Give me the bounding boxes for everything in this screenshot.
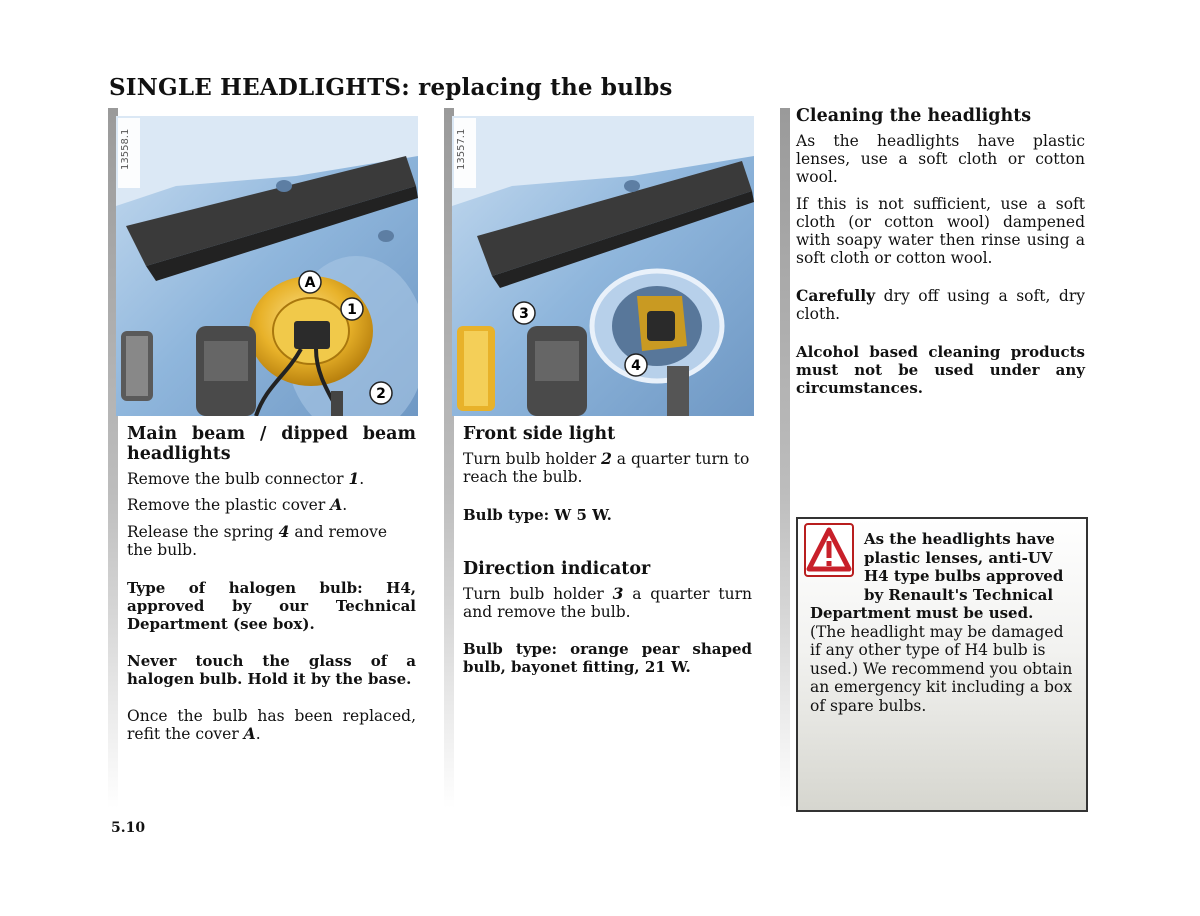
callout-1 (341, 298, 363, 320)
figure-side-light-indicator (452, 116, 754, 416)
text-turn-holder-2: Turn bulb holder 2 a quarter turn to reach the bulb. (463, 449, 750, 486)
heading-main-beam: Main beam / dipped beam headlights (127, 424, 416, 464)
page-number: 5.10 (111, 820, 146, 836)
text-turn-holder-3: Turn bulb holder 3 a quarter turn and remove the bulb. (463, 584, 752, 621)
heading-front-side-light: Front side light (463, 424, 616, 444)
figure-reference-middle: 13557.1 (456, 128, 467, 170)
column-bar-right (780, 108, 790, 808)
warning-plain-text: (The headlight may be damaged if any other type of H4 bulb is used.) We recommend you obtain an emergency kit including a box of spare bulbs. (810, 622, 1073, 715)
svg-text:2: 2 (376, 386, 386, 402)
heading-direction-indicator: Direction indicator (463, 559, 651, 579)
svg-text:A: A (304, 275, 316, 291)
callout-A (299, 271, 321, 293)
text-remove-connector: Remove the bulb connector 1. (127, 469, 365, 488)
text-cleaning-2: If this is not sufficient, use a soft cloth (or cotton wool) dampened with soapy water then rinse using a soft cloth or cotton wool. (796, 195, 1085, 267)
text-cleaning-1: As the headlights have plastic lenses, use a soft cloth or cotton wool. (796, 132, 1085, 186)
svg-text:1: 1 (347, 302, 357, 318)
figure-headlight-main-beam (116, 116, 418, 416)
callout-4 (625, 354, 647, 376)
text-release-spring: Release the spring 4 and remove the bulb. (127, 522, 387, 559)
warning-text (810, 530, 1074, 715)
text-refit-cover: Once the bulb has been replaced, refit the cover A. (127, 707, 416, 743)
svg-text:3: 3 (519, 306, 529, 322)
text-never-touch: Never touch the glass of a halogen bulb. Hold it by the base. (127, 652, 416, 688)
callout-3 (513, 302, 535, 324)
page-title: SINGLE HEADLIGHTS: replacing the bulbs (109, 74, 673, 101)
text-remove-cover: Remove the plastic cover A. (127, 495, 348, 514)
text-carefully: Carefully dry off using a soft, dry cloth. (796, 286, 1085, 323)
figure-reference-left: 13558.1 (120, 128, 131, 170)
text-alcohol-warning: Alcohol based cleaning products must not be used under any circumstances. (796, 343, 1085, 397)
warning-box (796, 517, 1088, 812)
text-bulb-type-orange: Bulb type: orange pear shaped bulb, bayonet fitting, 21 W. (463, 640, 752, 676)
svg-text:4: 4 (631, 358, 641, 374)
callout-2 (370, 382, 392, 404)
warning-bold-text: As the headlights have plastic lenses, anti-UV H4 type bulbs approved by Renault's Technical Department must be used. (810, 530, 1064, 622)
text-bulb-type-w5w: Bulb type: W 5 W. (463, 506, 612, 524)
text-halogen-type: Type of halogen bulb: H4, approved by our Technical Department (see box). (127, 579, 416, 633)
heading-cleaning: Cleaning the headlights (796, 106, 1032, 126)
